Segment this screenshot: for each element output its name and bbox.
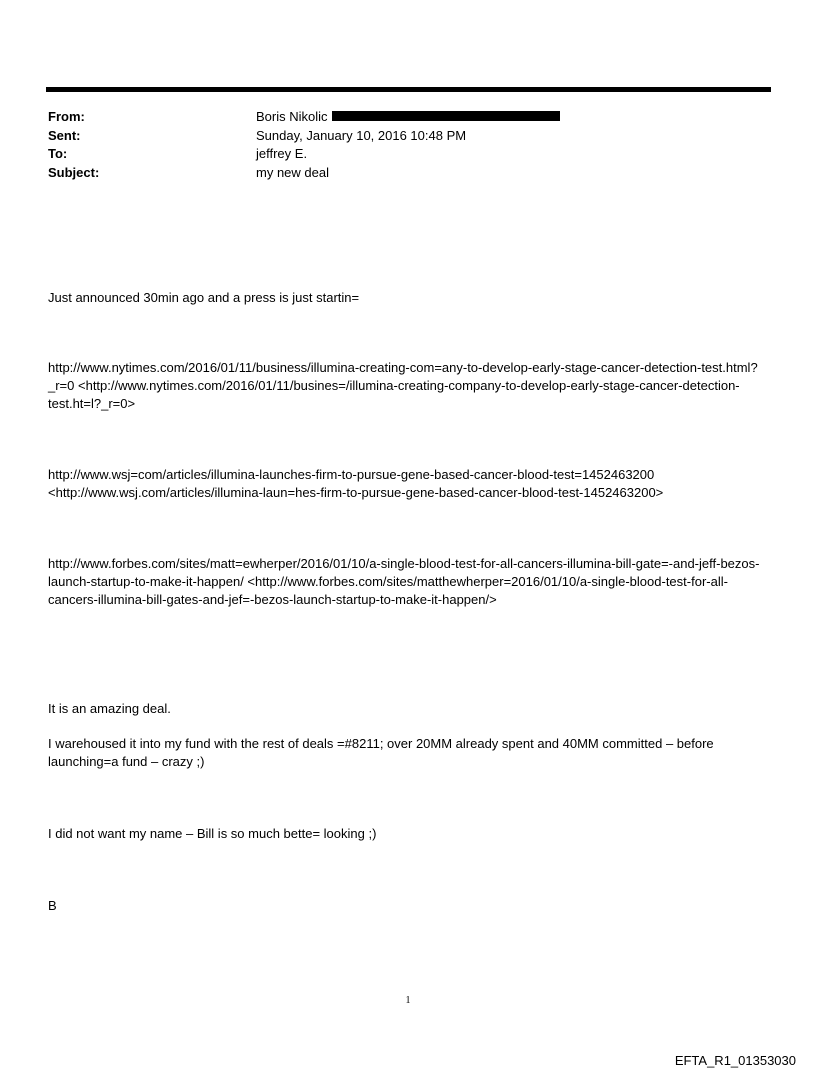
sender-name: Boris Nikolic	[256, 109, 328, 124]
from-row	[48, 108, 560, 127]
from-value	[256, 108, 560, 127]
sent-row	[48, 127, 560, 146]
to-label: To:	[48, 146, 68, 161]
warehoused-paragraph: I warehoused it into my fund with the rest of deals =#8211; over 20MM already spent and 40MM committed – before launching=a fund – crazy ;)	[48, 736, 714, 769]
to-row	[48, 145, 560, 164]
subject-value: my new deal	[256, 164, 329, 180]
forbes-link-paragraph: http://www.forbes.com/sites/matt=ewherper/2016/01/10/a-single-blood-test-for-all-cancers-illumina-bill-gate=-and-jeff-bezos-launch-startup-to-make-it-happen/ <http://www.forbes.com/sites/matthewherper=2016/01/10/a-single-blood-test-for-all-cancers-illumina-bill-gates-and-jef=-bezos-launch-startup-to-make-it-happen/>	[48, 556, 760, 607]
wsj-link-paragraph: http://www.wsj=com/articles/illumina-launches-firm-to-pursue-gene-based-cancer-blood-test=1452463200 <http://www.wsj.com/articles/illumina-laun=hes-firm-to-pursue-gene-based-cancer-blood-test-1452463200>	[48, 467, 664, 500]
subject-label: Subject:	[48, 164, 100, 180]
sent-value: Sunday, January 10, 2016 10:48 PM	[256, 127, 467, 143]
sent-label: Sent:	[48, 127, 81, 143]
email-header	[48, 108, 560, 182]
page-number: 1	[405, 995, 411, 1006]
name-paragraph: I did not want my name – Bill is so much bette= looking ;)	[48, 826, 377, 841]
nytimes-link-paragraph: http://www.nytimes.com/2016/01/11/business/illumina-creating-com=any-to-develop-early-stage-cancer-detection-test.html?_r=0 <http://www.nytimes.com/2016/01/11/busines=/illumina-creating-company-to-develop-early-stage-cancer-detection-test.ht=l?_r=0>	[48, 360, 758, 411]
redacted-email-block	[332, 111, 560, 121]
header-divider	[46, 87, 771, 92]
intro-paragraph: Just announced 30min ago and a press is just startin=	[48, 290, 360, 305]
amazing-deal-paragraph: It is an amazing deal.	[48, 701, 171, 716]
document-id: EFTA_R1_01353030	[674, 1053, 796, 1068]
from-label: From:	[48, 109, 85, 124]
to-value: jeffrey E.	[256, 146, 308, 161]
subject-row	[48, 164, 560, 183]
signoff: B	[48, 898, 57, 913]
